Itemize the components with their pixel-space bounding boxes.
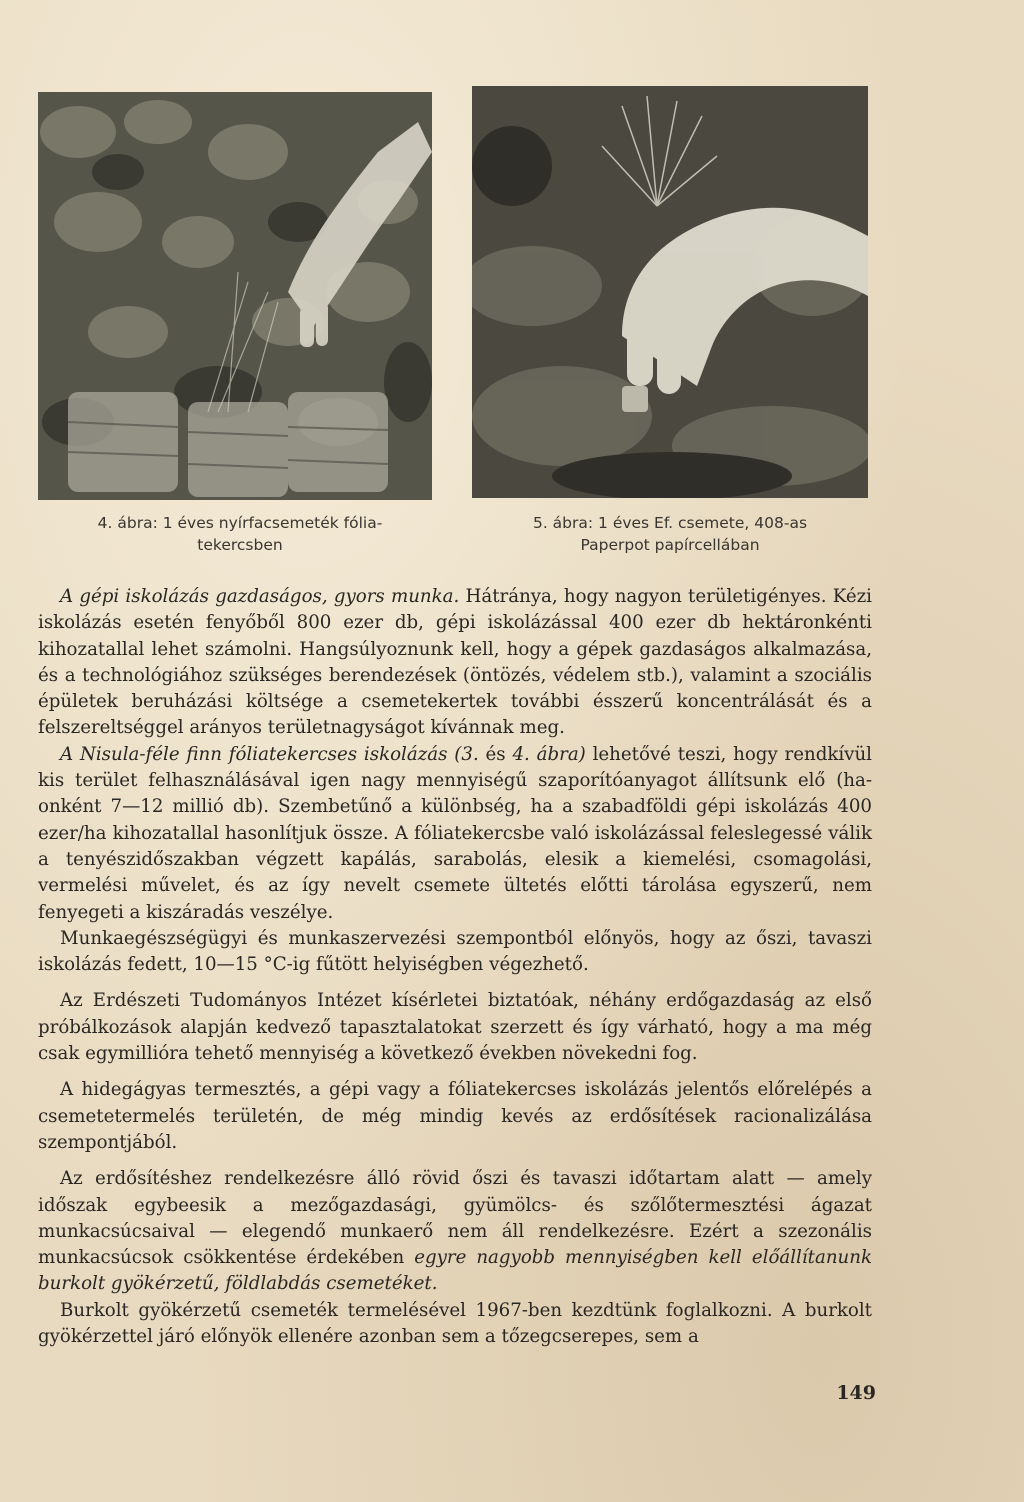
paragraph: Az Erdészeti Tudományos Intézet kísérletei biztatóak, néhány erdőgazdaság az első próbálkozások alapján kedvező tapasztalatokat szerzett és így várható, hogy a ma még csak egymillióra tehető mennyiség a következő években növekedni fog. — [38, 990, 872, 1065]
caption-line: tekercsben — [197, 536, 283, 554]
paragraph-text: lehetővé teszi, hogy rendkívül kis terület felhasználásával igen nagy mennyiségű szaporítóanyagot állítsunk elő (ha-onként 7—12 millió db). Szembetűnő a különbség, ha a szabadföldi gépi iskolázás 400 ezer/ha kihozatallal hasonlítjuk össze. A fóliatekercsbe való iskolázással feleslegessé válik a tenyészidőszakban végzett kapálás, sarabolás, elesik a kiemelési, csomagolási, vermelési művelet, és az így nevelt csemete ültetés előtti tárolása egyszerű, nem fenyegeti a kiszáradás veszélye. — [38, 743, 872, 923]
paragraph — [38, 1166, 872, 1297]
caption-line: 5. ábra: 1 éves Ef. csemete, 408-as — [532, 514, 808, 532]
figure-4-photo — [38, 92, 432, 500]
italic-lead: A Nisula-féle finn fóliatekercses iskolázás (3. — [60, 743, 479, 765]
italic-lead: A gépi iskolázás gazdaságos, gyors munka. — [60, 586, 460, 607]
paragraph-text: Az erdősítéshez rendelkezésre álló rövid őszi és tavaszi időtartam alatt — amely időszak egybeesik a mezőgazdasági, gyümölcs- és szőlőtermesztési ágazat munkacsúcsaival — elegendő munkaerő nem áll rendelkezésre. Ezért a szezonális munkacsúcsok csökkentése érdekében — [38, 1168, 872, 1269]
page-number: 149 — [836, 1382, 876, 1404]
pine-seedling-in-paper-cell-image — [472, 86, 868, 498]
italic-figure-ref: 4. ábra) — [512, 743, 586, 765]
paragraph-text: és — [478, 743, 513, 765]
figure-5-photo — [472, 86, 868, 498]
paragraph: Munkaegészségügyi és munkaszervezési szempontból előnyös, hogy az őszi, tavaszi iskolázás fedett, 10—15 °C-ig fűtött helyiségben végezhető. — [38, 927, 872, 976]
body-text — [38, 584, 872, 1350]
paragraph — [38, 742, 872, 926]
figure-5-caption — [472, 512, 868, 556]
caption-line: 4. ábra: 1 éves nyírfacsemeték fólia- — [97, 514, 383, 532]
paragraph: Burkolt gyökérzetű csemeték termelésével 1967-ben kezdtünk foglalkozni. A burkolt gyökérzettel járó előnyök ellenére azonban sem a tőzegcserepes, sem a — [38, 1299, 872, 1348]
birch-seedlings-in-foil-rolls-image — [38, 92, 432, 500]
paragraph — [38, 584, 872, 742]
caption-line: Paperpot papírcellában — [580, 536, 760, 554]
paragraph-text: Hátránya, hogy nagyon területigényes. Kézi iskolázás esetén fenyőből 800 ezer db, gépi iskolázással 400 ezer db hektáronkénti kihozatallal lehet számolni. Hangsúlyoznunk kell, hogy a gépek gazdaságos alkalmazása, és a technológiához szükséges berendezések (öntözés, védelem stb.), valamint a szociális épületek beruházási költsége a csemetekertek további ésszerű koncentrálását és a felszereltséggel arányos területnagyságot kívánnak meg. — [38, 586, 872, 739]
figure-4-caption — [40, 512, 440, 556]
italic-emphasis: egyre nagyobb mennyiségben kell előállítanunk burkolt gyökérzetű, földlabdás csemetéket. — [38, 1247, 873, 1295]
paragraph: A hidegágyas termesztés, a gépi vagy a fóliatekercses iskolázás jelentős előrelépés a csemetetermelés területén, de még mindig kevés az erdősítések racionalizálása szempontjából. — [38, 1079, 872, 1153]
